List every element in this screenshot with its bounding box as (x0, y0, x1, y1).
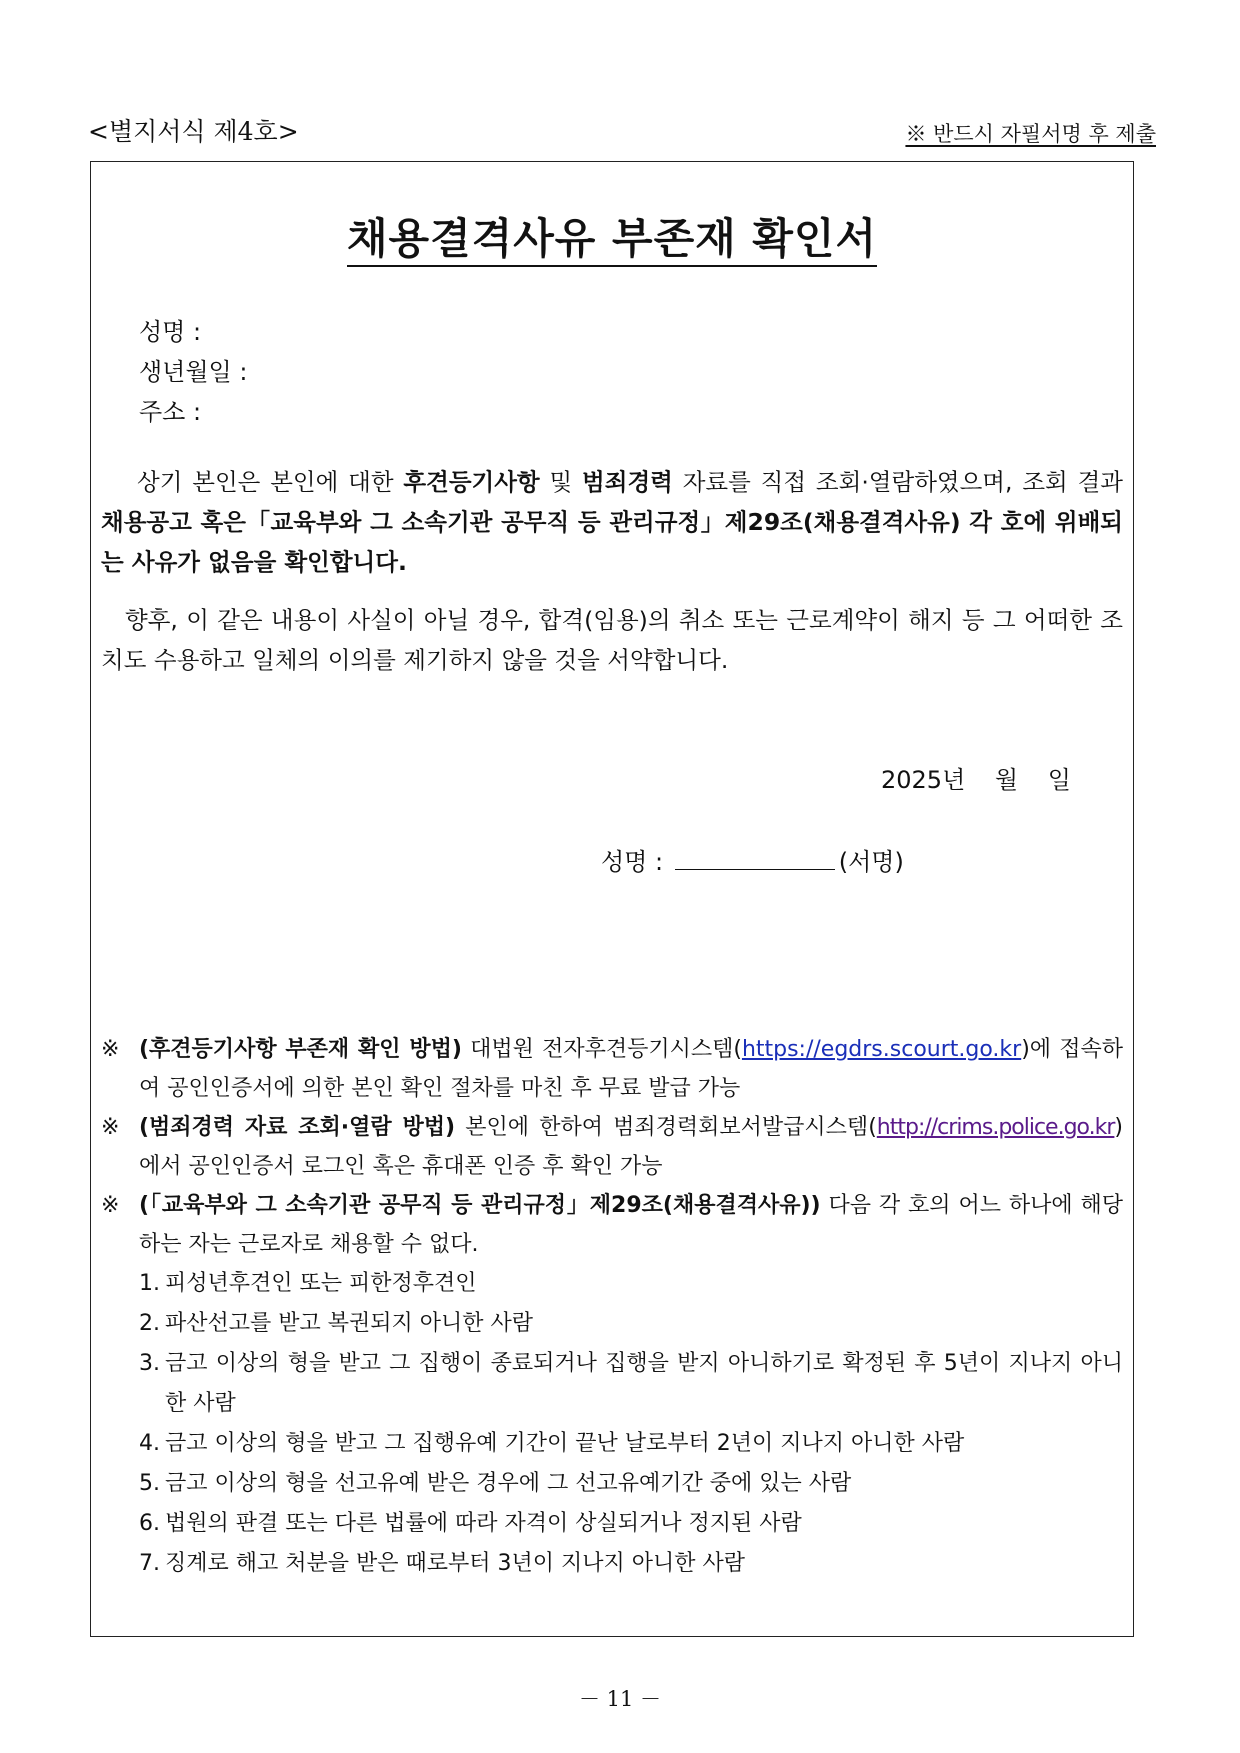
name-field-label: 성명 : (139, 318, 202, 346)
note-regulation: ※ (「교육부와 그 소속기관 공무직 등 관리규정」제29조(채용결격사유)) 다음 각 호의 어느 하나에 해당하는 자는 근로자로 채용할 수 없다. (101, 1186, 1123, 1264)
pledge-paragraph: 향후, 이 같은 내용이 사실이 아닐 경우, 합격(임용)의 취소 또는 근로계약이 해지 등 그 어떠한 조치도 수용하고 일체의 이의를 제기하지 않을 것을 서약합니다. (101, 606, 1123, 674)
submission-notice: ※ 반드시 자필서명 후 제출 (905, 122, 1156, 146)
list-item: 1. 피성년후견인 또는 피한정후견인 (139, 1271, 477, 1296)
egdrs-link[interactable]: https://egdrs.scourt.go.kr (741, 1037, 1022, 1062)
form-frame (90, 161, 1134, 1637)
list-item: 6. 법원의 판결 또는 다른 법률에 따라 자격이 상실되거나 정지된 사람 (139, 1511, 802, 1536)
document-title (91, 206, 1133, 266)
date-month: 월 (994, 766, 1019, 794)
signature-label: 성명 : (601, 848, 664, 876)
confirmation-paragraph: 상기 본인은 본인에 대한 후견등기사항 및 범죄경력 자료를 직접 조회·열람하였으며, 조회 결과 채용공고 혹은「교육부와 그 소속기관 공무직 등 관리규정」제29조(채용결격사유) 각 호에 위배되는 사유가 없음을 확인합니다. (101, 468, 1123, 576)
note-guardianship: ※ (후견등기사항 부존재 확인 방법) 대법원 전자후견등기시스템(https://egdrs.scourt.go.kr)에 접속하여 공인인증서에 의한 본인 확인 절차를 마친 후 무료 발급 가능 (101, 1030, 1123, 1108)
guardianship-term: 후견등기사항 (403, 468, 540, 496)
note-mark: ※ (101, 1115, 120, 1140)
date-year: 2025년 (881, 766, 966, 794)
address-field-label: 주소 : (139, 398, 202, 426)
list-item: 3. 금고 이상의 형을 받고 그 집행이 종료되거나 집행을 받지 아니하기로 확정된 후 5년이 지나지 아니한 사람 (139, 1351, 1123, 1416)
criminal-record-term: 범죄경력 (582, 468, 673, 496)
note-mark: ※ (101, 1193, 120, 1218)
form-number: <별지서식 제4호> (88, 117, 299, 146)
list-item: 4. 금고 이상의 형을 받고 그 집행유예 기간이 끝난 날로부터 2년이 지나지 아니한 사람 (139, 1431, 965, 1456)
date-day: 일 (1047, 766, 1071, 794)
list-item: 5. 금고 이상의 형을 선고유예 받은 경우에 그 선고유예기간 중에 있는 사람 (139, 1471, 852, 1496)
list-item: 2. 파산선고를 받고 복권되지 아니한 사람 (139, 1311, 534, 1336)
list-item: 7. 징계로 해고 처분을 받은 때로부터 3년이 지나지 아니한 사람 (139, 1551, 745, 1576)
note-criminal-record: ※ (범죄경력 자료 조회·열람 방법) 본인에 한하여 범죄경력회보서발급시스템(http://crims.police.go.kr)에서 공인인증서 로그인 혹은 휴대폰 인증 후 확인 가능 (101, 1108, 1123, 1186)
signature-line (601, 842, 904, 877)
notes-section (101, 1030, 1123, 1584)
page-number: － 11 － (578, 1687, 662, 1711)
crims-link[interactable]: http://crims.police.go.kr (876, 1115, 1115, 1140)
disqualification-list (101, 1264, 1123, 1584)
date-line (881, 760, 1071, 795)
signature-blank[interactable] (675, 847, 835, 870)
signature-suffix: (서명) (838, 848, 904, 876)
birth-field-label: 생년월일 : (139, 358, 248, 386)
confirmation-statement: 채용공고 혹은「교육부와 그 소속기관 공무직 등 관리규정」제29조(채용결격사유) 각 호에 위배되는 사유가 없음을 확인합니다. (101, 508, 1123, 576)
document-title-text: 채용결격사유 부존재 확인서 (347, 214, 877, 267)
note-mark: ※ (101, 1037, 120, 1062)
